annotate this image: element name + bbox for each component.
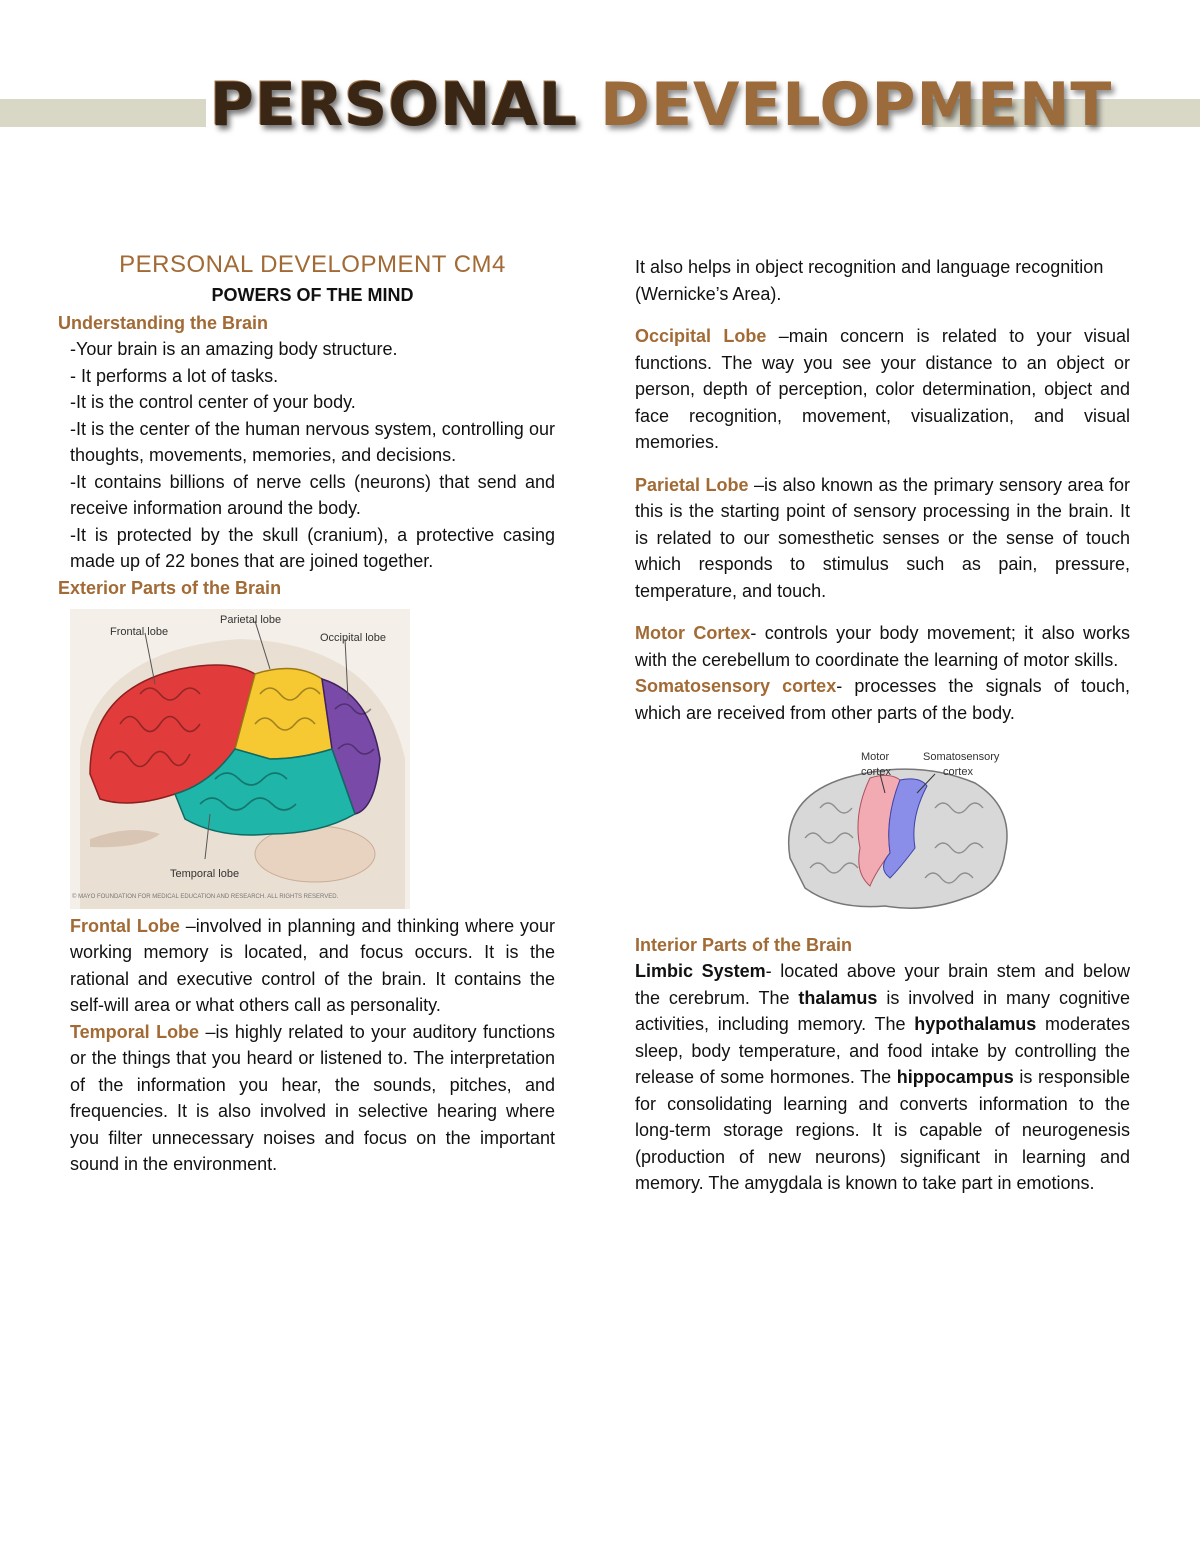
banner-title [210, 60, 1113, 150]
term-somatosensory-cortex: Somatosensory cortex [635, 676, 837, 696]
somatosensory-text: - processes the signals of touch, which are received from other parts of the body. [635, 676, 1130, 723]
occipital-lobe-text: –main concern is related to your visual functions. The way you see your distance to an object or person, depth of perception, color determination, object and face recognition, movement, visualization, and visual memories. [635, 326, 1130, 452]
limbic-text-1: - located above your brain stem and below the cerebrum. The [635, 961, 1130, 1008]
figure-label-parietal: Parietal lobe [220, 613, 282, 626]
figure-label-temporal: Temporal lobe [170, 867, 240, 880]
banner-word-personal: PERSONAL [210, 70, 579, 140]
section-heading-understanding: Understanding the Brain [58, 313, 269, 333]
term-hippocampus: hippocampus [896, 1067, 1014, 1087]
term-limbic-system: Limbic System [635, 961, 766, 981]
figure2-label-somato-2: cortex [943, 766, 973, 778]
figure-credit: © MAYO FOUNDATION FOR MEDICAL EDUCATION AND RESEARCH. ALL RIGHTS RESERVED. [72, 894, 339, 900]
section-heading-exterior: Exterior Parts of the Brain [58, 577, 282, 598]
somatosensory-paragraph [635, 673, 1130, 726]
term-thalamus: thalamus [798, 987, 878, 1008]
list-item: -It is the center of the human nervous system, controlling our thoughts, movements, memories, and decisions. [70, 418, 555, 465]
section-heading-interior: Interior Parts of the Brain [635, 935, 853, 955]
frontal-lobe-text: –involved in planning and thinking where your working memory is located, and focus occurs. It is the rational and executive control of the brain. It contains the self-will area or what others call as personality. [70, 915, 555, 1015]
spacer [635, 604, 1130, 620]
temporal-lobe-paragraph [70, 1019, 555, 1178]
spacer [635, 307, 1130, 323]
brain-lobes-illustration [70, 609, 410, 909]
figure2-label-motor-1: Motor [861, 751, 890, 763]
limbic-text-3: moderates sleep, body temperature, and food intake by controlling the release of some hormones. The [635, 1014, 1131, 1087]
list-item: - It performs a lot of tasks. [70, 365, 279, 386]
term-occipital-lobe: Occipital Lobe [635, 326, 767, 346]
list-item: -It is the control center of your body. [70, 392, 356, 412]
list-item: -It is protected by the skull (cranium), a protective casing made up of 22 bones that are joined together. [70, 524, 555, 571]
frontal-lobe-paragraph [70, 913, 555, 1019]
parietal-lobe-text: –is also known as the primary sensory area for this is the starting point of sensory processing in the brain. It is related to our somesthetic senses or the sense of touch which responds to stimulus such as pain, pressure, temperature, and touch. [635, 474, 1130, 601]
occipital-lobe-paragraph [635, 323, 1130, 456]
cortex-brain-figure [775, 738, 1015, 918]
parietal-lobe-paragraph [635, 472, 1130, 605]
list-item: -It contains billions of nerve cells (neurons) that send and receive information around the body. [70, 471, 555, 518]
term-frontal-lobe: Frontal Lobe [70, 915, 180, 936]
temporal-lobe-text: –is highly related to your auditory functions or the things that you heard or listened to. The interpretation of the information you hear, the sounds, pitches, and frequencies. It is also involved in selective hearing where you filter unnecessary noises and focus on the important sound in the environment. [70, 1021, 555, 1174]
limbic-text-2: is involved in many cognitive activities, including memory. The [635, 987, 1130, 1034]
limbic-text-4: is responsible for consolidating learning and converts information to the long-term storage regions. It is capable of neurogenesis (production of new neurons) significant in learning and memory. The amygdala is known to take part in emotions. [635, 1067, 1130, 1193]
motor-cortex-paragraph [635, 620, 1130, 673]
figure2-label-somato-1: Somatosensory [923, 751, 1000, 763]
understanding-list [70, 336, 555, 575]
document-subtitle: POWERS OF THE MIND [211, 285, 414, 305]
right-column [635, 254, 1130, 1197]
banner-word-development: DEVELOPMENT [600, 70, 1113, 140]
exterior-brain-figure [70, 609, 410, 909]
limbic-system-paragraph [635, 958, 1130, 1197]
document-title: PERSONAL DEVELOPMENT CM4 [119, 251, 506, 278]
spacer [635, 456, 1130, 472]
figure2-label-motor-2: cortex [861, 766, 891, 778]
term-parietal-lobe: Parietal Lobe [635, 474, 749, 495]
figure-label-frontal: Frontal lobe [110, 625, 169, 638]
banner-bar-left [0, 99, 206, 127]
temporal-continuation: It also helps in object recognition and language recognition (Wernicke’s Area). [635, 257, 1104, 304]
motor-cortex-text: - controls your body movement; it also works with the cerebellum to coordinate the learning of motor skills. [635, 623, 1130, 670]
left-column [58, 250, 555, 1178]
list-item: -Your brain is an amazing body structure. [70, 339, 398, 359]
term-motor-cortex: Motor Cortex [635, 623, 751, 643]
term-hypothalamus: hypothalamus [914, 1014, 1037, 1034]
term-temporal-lobe: Temporal Lobe [70, 1021, 200, 1042]
figure-label-occipital: Occipital lobe [320, 631, 387, 644]
